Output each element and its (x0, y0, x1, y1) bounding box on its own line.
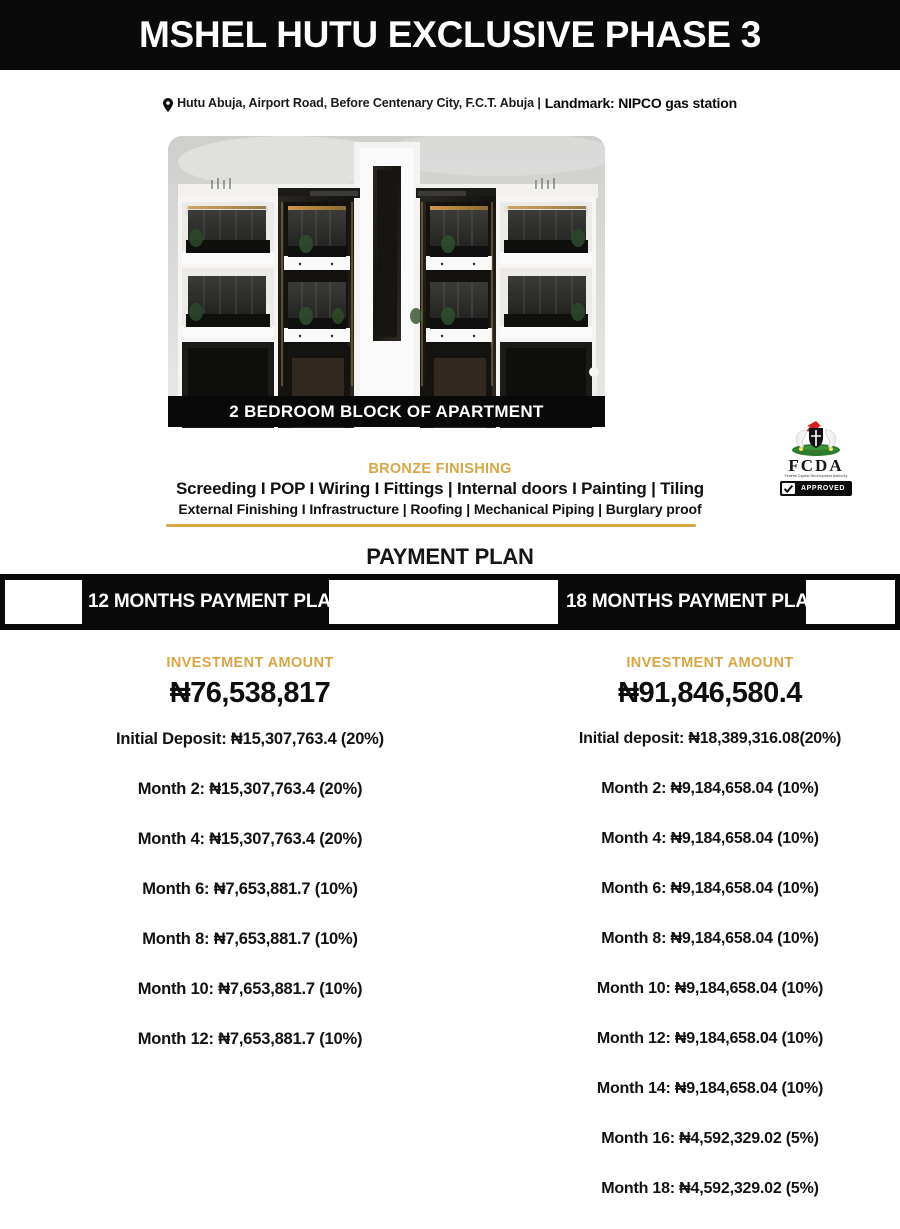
investment-amount-label-18: INVESTMENT AMOUNT (626, 655, 794, 671)
schedule-row: Month 8: ₦7,653,881.7 (10%) (142, 930, 358, 948)
fcda-acronym: FCDA (788, 456, 844, 475)
finishing-items-line-2: External Finishing I Infrastructure | Roofing | Mechanical Piping | Burglary proof (178, 501, 702, 517)
schedule-row: Initial deposit: ₦18,389,316.08(20%) (578, 730, 842, 747)
location-landmark: Landmark: NIPCO gas station (544, 95, 737, 111)
banner-gap-middle (329, 580, 558, 624)
building-render-image (168, 136, 605, 428)
render-caption (168, 396, 605, 427)
schedule-row: Month 6: ₦7,653,881.7 (10%) (142, 880, 358, 898)
payment-plan-banner (0, 574, 900, 630)
plan-column-12-months (40, 655, 460, 1079)
schedule-row: Month 10: ₦9,184,658.04 (10%) (596, 980, 824, 997)
investment-amount-label-12: INVESTMENT AMOUNT (166, 655, 334, 671)
schedule-row: Month 4: ₦15,307,763.4 (20%) (137, 830, 363, 848)
nigeria-coat-of-arms-icon (768, 418, 864, 456)
investment-amount-value-18: ₦91,846,580.4 (618, 677, 802, 709)
schedule-row: Month 14: ₦9,184,658.04 (10%) (596, 1080, 824, 1097)
investment-amount-value-12: ₦76,538,817 (169, 677, 331, 709)
schedule-row: Month 18: ₦4,592,329.02 (5%) (601, 1180, 819, 1197)
schedule-row: Month 4: ₦9,184,658.04 (10%) (601, 830, 819, 847)
schedule-row: Initial Deposit: ₦15,307,763.4 (20%) (116, 730, 384, 748)
schedule-row: Month 16: ₦4,592,329.02 (5%) (601, 1130, 819, 1147)
fcda-approved-label: APPROVED (801, 485, 846, 493)
schedule-row: Month 6: ₦9,184,658.04 (10%) (601, 880, 819, 897)
page-title-bar (0, 0, 900, 70)
payment-plan-heading: PAYMENT PLAN (366, 544, 534, 569)
page-title: MSHEL HUTU EXCLUSIVE PHASE 3 (138, 14, 762, 55)
fcda-subtitle: Federal Capital Development Authority (784, 474, 848, 478)
payment-schedule-12-months (40, 729, 460, 1079)
schedule-row: Month 2: ₦15,307,763.4 (20%) (137, 780, 363, 798)
schedule-row: Month 12: ₦7,653,881.7 (10%) (137, 1030, 363, 1048)
location-strip (0, 92, 900, 114)
banner-label-12-months: 12 MONTHS PAYMENT PLAN (88, 591, 345, 612)
gold-divider (166, 524, 696, 527)
render-caption-text: 2 BEDROOM BLOCK OF APARTMENT (229, 401, 544, 421)
map-pin-icon (163, 98, 173, 112)
payment-schedule-18-months (520, 729, 900, 1229)
finishing-items-line-1: Screeding I POP I Wiring I Fittings | Internal doors I Painting | Tiling (176, 479, 704, 498)
schedule-row: Month 10: ₦7,653,881.7 (10%) (137, 980, 363, 998)
plan-column-18-months (520, 655, 900, 1229)
schedule-row: Month 2: ₦9,184,658.04 (10%) (601, 780, 819, 797)
schedule-row: Month 8: ₦9,184,658.04 (10%) (601, 930, 819, 947)
location-address: Hutu Abuja, Airport Road, Before Centenary City, F.C.T. Abuja | (177, 96, 541, 110)
finishing-title: BRONZE FINISHING (368, 461, 512, 477)
schedule-row: Month 12: ₦9,184,658.04 (10%) (596, 1030, 824, 1047)
banner-label-18-months: 18 MONTHS PAYMENT PLAN (566, 591, 823, 612)
banner-gap-left (5, 580, 82, 624)
